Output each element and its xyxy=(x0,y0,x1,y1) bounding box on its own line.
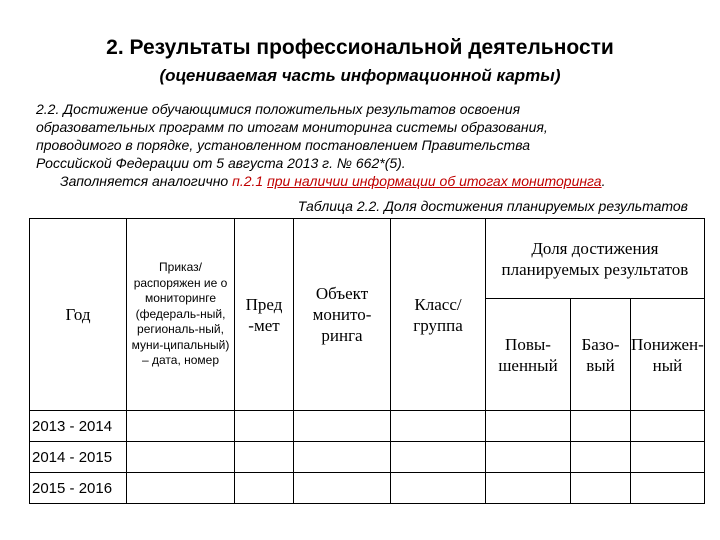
empty-cell[interactable] xyxy=(571,442,631,473)
year-cell: 2015 - 2016 xyxy=(30,473,127,504)
fill-note-suffix: . xyxy=(601,173,606,189)
empty-cell[interactable] xyxy=(571,473,631,504)
table-row xyxy=(30,473,705,504)
table-row xyxy=(30,411,705,442)
empty-cell[interactable] xyxy=(391,411,486,442)
empty-cell[interactable] xyxy=(631,411,705,442)
header-level-basic: Базо-вый xyxy=(571,299,631,411)
page-subtitle: (оцениваемая часть информационной карты) xyxy=(159,66,561,85)
intro-line: проводимого в порядке, установленном постановлением Правительства xyxy=(36,137,530,153)
header-level-reduced: Понижен-ный xyxy=(631,299,705,411)
intro-line: Российской Федерации от 5 августа 2013 г. № 662*(5). xyxy=(36,155,406,171)
intro-line: образовательных программ по итогам мониторинга системы образования, xyxy=(36,119,548,135)
empty-cell[interactable] xyxy=(391,442,486,473)
empty-cell[interactable] xyxy=(391,473,486,504)
results-table xyxy=(29,218,705,504)
empty-cell[interactable] xyxy=(631,442,705,473)
table-row xyxy=(30,442,705,473)
empty-cell[interactable] xyxy=(571,411,631,442)
header-subject: Пред -мет xyxy=(235,219,294,411)
empty-cell[interactable] xyxy=(486,411,571,442)
empty-cell[interactable] xyxy=(486,473,571,504)
fill-note-prefix: Заполняется аналогично xyxy=(60,173,233,189)
header-class-group: Класс/ группа xyxy=(391,219,486,411)
page-title: 2. Результаты профессиональной деятельности xyxy=(106,36,614,59)
empty-cell[interactable] xyxy=(631,473,705,504)
year-cell: 2013 - 2014 xyxy=(30,411,127,442)
header-level-advanced: Повы-шенный xyxy=(486,299,571,411)
header-order: Приказ/ распоряжен ие о мониторинге (федераль-ный, региональ-ный, муни-ципальный) – дата, номер xyxy=(127,219,235,411)
header-achievement-share: Доля достижения планируемых результатов xyxy=(486,219,705,299)
section-reference-link[interactable]: п.2.1 xyxy=(232,173,264,189)
empty-cell[interactable] xyxy=(235,442,294,473)
empty-cell[interactable] xyxy=(235,473,294,504)
empty-cell[interactable] xyxy=(235,411,294,442)
header-year: Год xyxy=(30,219,127,411)
empty-cell[interactable] xyxy=(294,442,391,473)
monitoring-info-link[interactable]: при наличии информации об итогах мониторинга xyxy=(267,173,602,189)
header-row xyxy=(30,219,705,299)
fill-note xyxy=(36,172,686,190)
empty-cell[interactable] xyxy=(127,473,235,504)
table-caption: Таблица 2.2. Доля достижения планируемых результатов xyxy=(297,198,688,214)
empty-cell[interactable] xyxy=(127,442,235,473)
empty-cell[interactable] xyxy=(294,411,391,442)
empty-cell[interactable] xyxy=(486,442,571,473)
intro-line: 2.2. Достижение обучающимися положительных результатов освоения xyxy=(36,101,521,117)
header-monitoring-object: Объект монито-ринга xyxy=(294,219,391,411)
intro-paragraph xyxy=(36,100,686,190)
empty-cell[interactable] xyxy=(127,411,235,442)
empty-cell[interactable] xyxy=(294,473,391,504)
year-cell: 2014 - 2015 xyxy=(30,442,127,473)
